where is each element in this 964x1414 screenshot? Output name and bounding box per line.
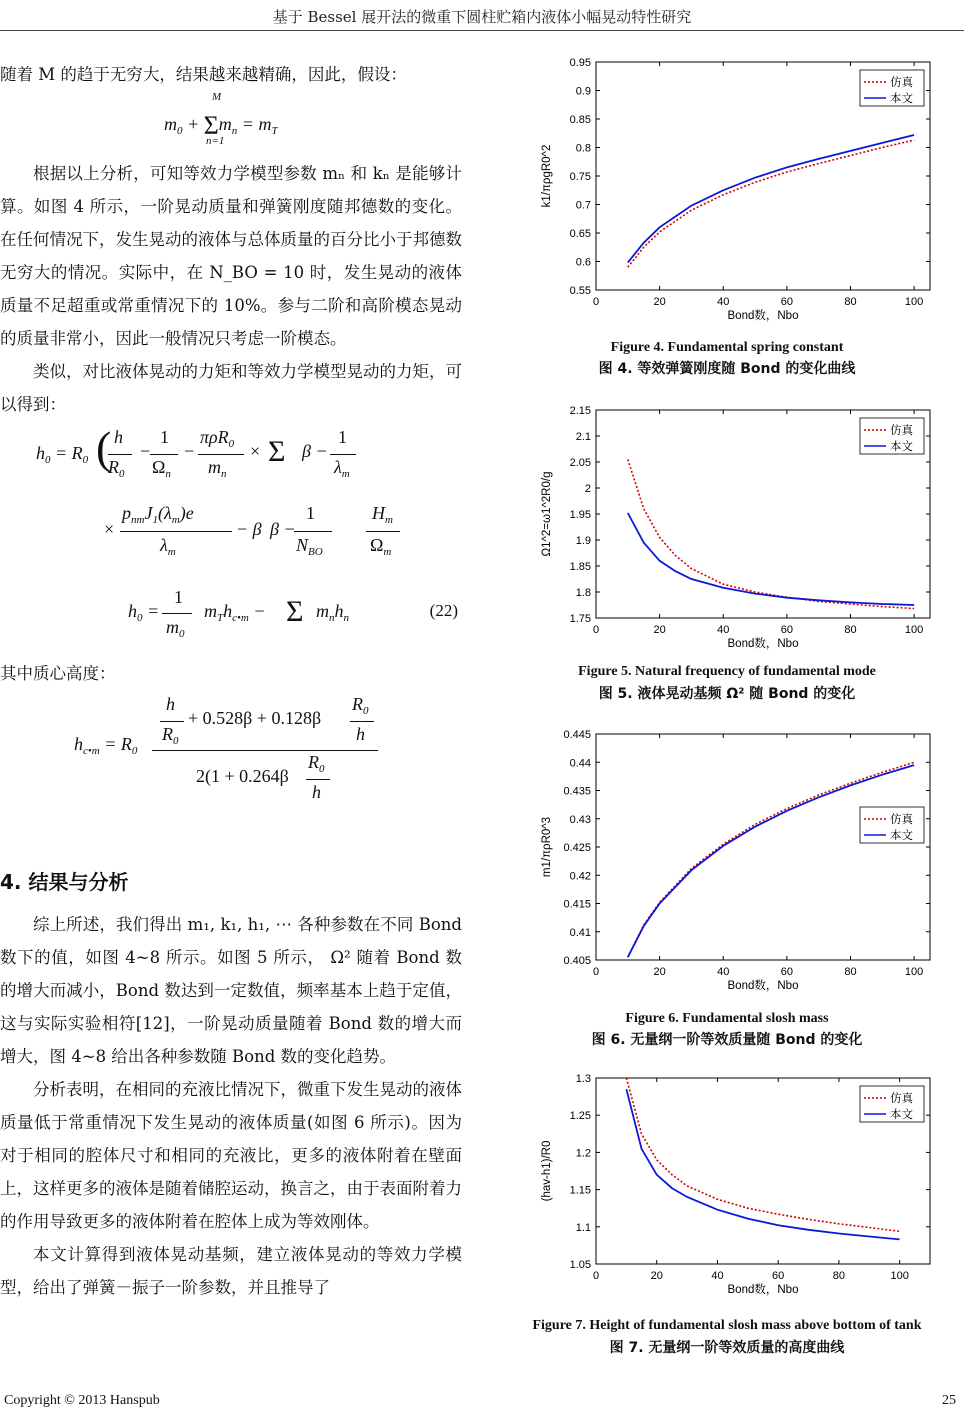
paragraph-3: 类似，对比液体晃动的力矩和等效力学模型晃动的力矩，可以得到： [0, 362, 462, 414]
x-tick-label: 40 [717, 624, 730, 636]
figure-7-chart [512, 1068, 964, 1308]
x-tick-label: 20 [653, 966, 666, 978]
x-tick-label: 60 [780, 966, 793, 978]
y-tick-label: 1.25 [569, 1110, 591, 1123]
legend-label: 仿真 [890, 77, 913, 89]
x-tick-label: 80 [844, 296, 857, 308]
plot-frame [596, 734, 930, 960]
legend-label: 仿真 [890, 814, 913, 826]
x-tick-label: 40 [717, 966, 730, 978]
y-tick-label: 1.3 [575, 1073, 591, 1085]
equation-center-height: $h_{c•m} = R_0$ h $R_0$ + 0.528β + 0.128β $R_0$ h 2(1 + 0.264β $R_0$ h [0, 690, 462, 810]
figure-5-caption-en: Figure 5. Natural frequency of fundamental mode [578, 664, 876, 679]
x-tick-label: 20 [653, 624, 666, 636]
y-tick-label: 0.43 [569, 813, 591, 826]
x-tick-label: 60 [772, 1270, 785, 1282]
paragraph-5: 综上所述，我们得出 m₁, k₁, h₁, ⋯ 各种参数在不同 Bond 数下的值，如图 4~8 所示。如图 5 所示， Ω² 随着 Bond 数的增大而减小，Bond 数达到一定数值，频率基本上趋于定值，这与实际实验相符[12]，一阶晃动质量随着 Bond 数的增大而增大，图 4~8 给出各种参数随 Bond 数的变化趋势。 [0, 915, 462, 1066]
y-tick-label: 1.2 [575, 1147, 591, 1160]
legend-label: 仿真 [890, 1093, 913, 1105]
y-tick-label: 0.95 [569, 57, 591, 69]
figure-6-caption-en: Figure 6. Fundamental slosh mass [625, 1011, 829, 1026]
y-tick-label: 0.405 [563, 955, 591, 967]
y-axis-label: k1/πρgR0^2 [541, 144, 553, 208]
figure-4-caption-zh: 图 4. 等效弹簧刚度随 Bond 的变化曲线 [598, 361, 856, 377]
legend-label: 本文 [890, 93, 913, 105]
y-tick-label: 2.1 [575, 431, 591, 443]
paragraph-7: 本文计算得到液体晃动基频，建立液体晃动的等效力学模型，给出了弹簧－振子一阶参数，并且推导了 [0, 1245, 462, 1297]
x-tick-label: 20 [650, 1270, 663, 1282]
figure-4-chart [512, 52, 964, 322]
legend-label: 本文 [890, 1109, 913, 1121]
figure-4-caption-en: Figure 4. Fundamental spring constant [610, 340, 844, 355]
y-tick-label: 0.55 [569, 285, 591, 297]
y-tick-label: 2 [584, 483, 591, 495]
equation-22: $h_0 = R_0$ ( h $R_0$ − 1 $\Omega_n$ − πρR$_0$ $m_n$ × Σ β − 1 $\lambda_m$ × $p_{nm}J_1(\lambda_m)e$ $\lambda_m$ − β β − 1 $N_{BO}$ $H_m$ $\Omega_m$ $h_0$ = 1 $m_0$ $m_Th_{c•m}$ − Σ $m_nh_n$ (22) [36, 422, 458, 640]
figure-5-caption-zh: 图 5. 液体晃动基频 Ω² 随 Bond 的变化 [598, 686, 856, 702]
x-tick-label: 80 [844, 966, 857, 978]
x-tick-label: 100 [890, 1270, 909, 1282]
y-tick-label: 1.8 [575, 587, 591, 599]
paragraph-1: 随着 M 的趋于无穷大，结果越来越精确，因此，假设： [0, 65, 407, 84]
paragraph-2: 根据以上分析，可知等效力学模型参数 mₙ 和 kₙ 是能够计算。如图 4 所示，一阶晃动质量和弹簧刚度随邦德数的变化。在任何情况下，发生晃动的液体与总体质量的百分比小于邦德数无穷大的情况。实际中，在 N_BO = 10 时，发生晃动的液体质量不足超重或常重情况下的 10%。参与二阶和高阶模态晃动的质量非常小，因此一般情况只考虑一阶模态。 [0, 164, 462, 348]
y-tick-label: 0.75 [569, 171, 591, 183]
y-tick-label: 1.85 [569, 561, 591, 573]
y-tick-label: 0.41 [569, 926, 591, 939]
footer-copyright: Copyright © 2013 Hanspub [4, 1393, 160, 1408]
figure-5-chart [512, 400, 964, 650]
left-column [0, 58, 462, 810]
legend-label: 本文 [890, 441, 913, 453]
figure-6-caption-zh: 图 6. 无量纲一阶等效质量随 Bond 的变化 [591, 1032, 863, 1048]
x-tick-label: 80 [832, 1270, 846, 1282]
y-axis-label: Ω1^2=ω1^2R0/g [541, 471, 553, 557]
y-tick-label: 0.425 [563, 842, 591, 854]
footer-page-number: 25 [942, 1393, 956, 1408]
y-tick-label: 0.415 [563, 898, 591, 911]
x-axis-label: Bond数，Nbo [727, 310, 799, 322]
x-tick-label: 0 [592, 1270, 600, 1282]
figure-7-caption-en: Figure 7. Height of fundamental slosh mass above bottom of tank [532, 1318, 922, 1333]
header-rule [0, 30, 964, 31]
legend-label: 仿真 [890, 425, 913, 437]
y-tick-label: 1.9 [575, 535, 591, 547]
x-tick-label: 20 [653, 296, 666, 308]
equation-number: (22) [429, 601, 458, 620]
x-tick-label: 100 [904, 624, 924, 636]
y-tick-label: 0.7 [575, 199, 591, 212]
y-tick-label: 1.15 [569, 1184, 591, 1197]
x-tick-label: 60 [780, 624, 793, 636]
x-tick-label: 40 [717, 296, 730, 308]
x-tick-label: 60 [780, 296, 793, 308]
figure-7-caption-zh: 图 7. 无量纲一阶等效质量的高度曲线 [609, 1340, 845, 1356]
x-tick-label: 0 [592, 296, 600, 308]
y-tick-label: 0.445 [563, 729, 591, 741]
y-tick-label: 2.15 [569, 405, 591, 417]
figure-6-chart [512, 724, 964, 994]
y-tick-label: 0.85 [569, 114, 591, 126]
y-tick-label: 0.65 [569, 228, 591, 240]
y-axis-label: m1/πρR0^3 [541, 816, 553, 878]
y-axis-label: (hav-h1)/R0 [541, 1140, 553, 1202]
y-tick-label: 0.435 [563, 785, 591, 798]
paragraph-6: 分析表明，在相同的充液比情况下，微重下发生晃动的液体质量低于常重情况下发生晃动的液体质量(如图 6 所示)。因为对于相同的腔体尺寸和相同的充液比，更多的液体附着在壁面上，这样更多的液体是随着储腔运动，换言之，由于表面附着力的作用导致更多的液体附着在腔体上成为等效刚体。 [0, 1080, 462, 1231]
y-tick-label: 0.8 [575, 142, 591, 155]
left-column-lower [0, 908, 462, 1304]
y-tick-label: 2.05 [569, 457, 591, 469]
x-axis-label: Bond数，Nbo [727, 980, 799, 992]
x-axis-label: Bond数，Nbo [727, 638, 799, 650]
x-tick-label: 80 [844, 624, 857, 636]
y-tick-label: 1.1 [575, 1221, 591, 1234]
legend-label: 本文 [890, 830, 913, 842]
x-tick-label: 40 [711, 1270, 724, 1282]
section-heading: 4. 结果与分析 [0, 870, 129, 894]
y-tick-label: 1.05 [569, 1259, 591, 1271]
x-tick-label: 100 [904, 296, 924, 308]
x-tick-label: 0 [592, 624, 600, 636]
running-header: 基于 Bessel 展开法的微重下圆柱贮箱内液体小幅晃动特性研究 [272, 8, 692, 26]
x-tick-label: 0 [592, 966, 600, 978]
y-tick-label: 0.9 [575, 85, 591, 98]
y-tick-label: 0.6 [575, 256, 591, 269]
y-tick-label: 0.42 [569, 870, 591, 883]
x-axis-label: Bond数，Nbo [727, 1284, 799, 1296]
x-tick-label: 100 [904, 966, 924, 978]
y-tick-label: 1.75 [569, 613, 591, 625]
y-tick-label: 0.44 [569, 757, 591, 770]
equation-mass-sum: $m_0 + \Sigma m_n = m_T$ M n=1 [164, 91, 278, 147]
y-tick-label: 1.95 [569, 509, 591, 521]
paragraph-4: 其中质心高度： [0, 664, 116, 683]
